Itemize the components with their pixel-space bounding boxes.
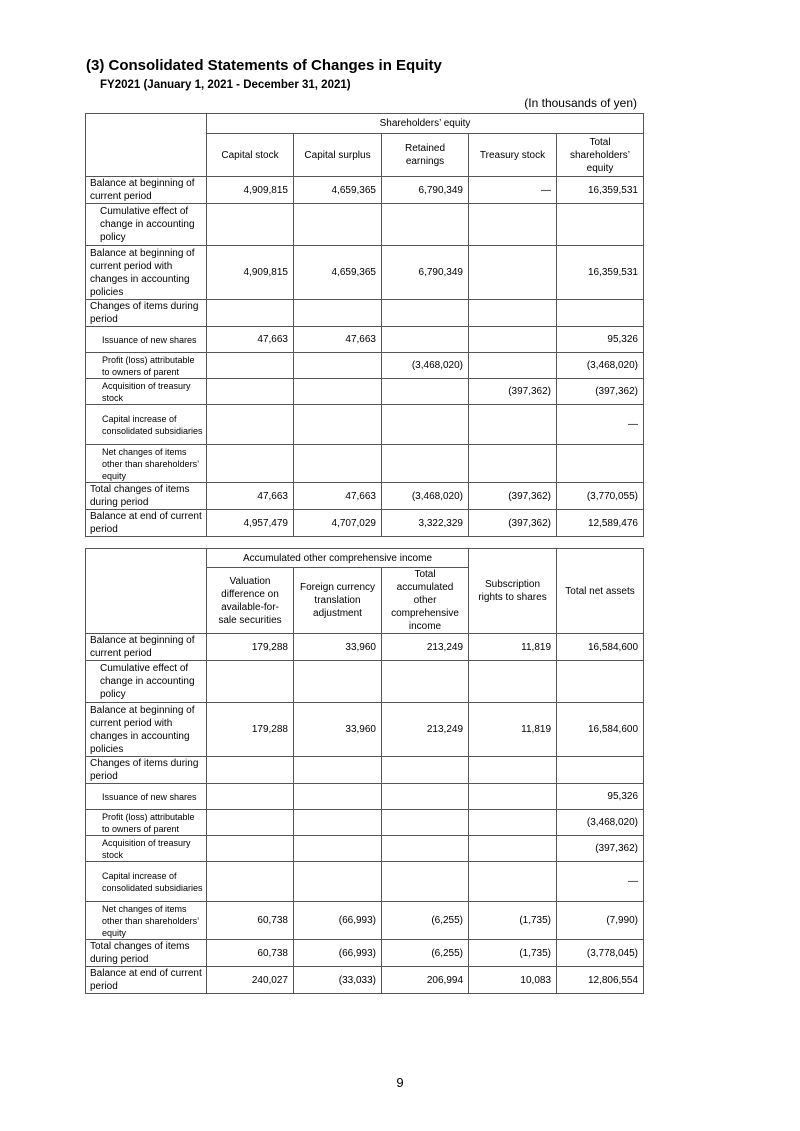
table-row [86, 862, 644, 902]
column-header: Subscription rights to shares [469, 549, 557, 634]
table-row [86, 246, 644, 300]
table-row [86, 379, 644, 405]
row-label: Acquisition of treasury stock [86, 836, 207, 862]
value-cell: (3,468,020) [382, 483, 469, 510]
group-header: Accumulated other comprehensive income [207, 549, 469, 568]
value-cell [469, 204, 557, 246]
value-cell: 213,249 [382, 634, 469, 661]
value-cell: 12,806,554 [557, 967, 644, 994]
value-cell [557, 445, 644, 483]
value-cell: 47,663 [207, 483, 294, 510]
value-cell [294, 300, 382, 327]
value-cell: 16,359,531 [557, 177, 644, 204]
value-cell [382, 757, 469, 784]
value-cell: 16,359,531 [557, 246, 644, 300]
units-note: (In thousands of yen) [524, 96, 637, 110]
column-header: Capital stock [207, 134, 294, 177]
value-cell [207, 405, 294, 445]
table-row [86, 810, 644, 836]
table-row [86, 300, 644, 327]
value-cell [469, 757, 557, 784]
value-cell [294, 810, 382, 836]
value-cell [382, 784, 469, 810]
value-cell: (3,468,020) [382, 353, 469, 379]
group-header: Shareholders’ equity [207, 114, 644, 134]
column-header: Capital surplus [294, 134, 382, 177]
value-cell: 95,326 [557, 784, 644, 810]
value-cell: 33,960 [294, 703, 382, 757]
row-label: Profit (loss) attributable to owners of parent [86, 810, 207, 836]
value-cell [207, 204, 294, 246]
value-cell: 240,027 [207, 967, 294, 994]
value-cell [207, 862, 294, 902]
value-cell [294, 405, 382, 445]
row-label: Balance at beginning of current period with changes in accounting policies [86, 703, 207, 757]
value-cell [469, 862, 557, 902]
value-cell: 4,909,815 [207, 177, 294, 204]
table-row [86, 757, 644, 784]
column-header: Retained earnings [382, 134, 469, 177]
value-cell [469, 836, 557, 862]
value-cell: 213,249 [382, 703, 469, 757]
value-cell: 11,819 [469, 634, 557, 661]
value-cell [469, 810, 557, 836]
row-label: Acquisition of treasury stock [86, 379, 207, 405]
shareholders-equity-table [85, 113, 644, 537]
value-cell [557, 300, 644, 327]
value-cell [382, 300, 469, 327]
table-row [86, 634, 644, 661]
value-cell [294, 353, 382, 379]
value-cell: 33,960 [294, 634, 382, 661]
value-cell [294, 836, 382, 862]
row-label: Balance at beginning of current period with changes in accounting policies [86, 246, 207, 300]
value-cell: (1,735) [469, 902, 557, 940]
value-cell [382, 204, 469, 246]
table-row [86, 483, 644, 510]
table-row [86, 327, 644, 353]
value-cell [469, 246, 557, 300]
column-header: Foreign currency translation adjustment [294, 568, 382, 634]
value-cell: 4,909,815 [207, 246, 294, 300]
value-cell [207, 445, 294, 483]
statement-title: (3) Consolidated Statements of Changes in Equity [86, 57, 442, 74]
value-cell: (397,362) [469, 483, 557, 510]
value-cell: 16,584,600 [557, 703, 644, 757]
value-cell [469, 784, 557, 810]
value-cell: 3,322,329 [382, 510, 469, 537]
value-cell: 12,589,476 [557, 510, 644, 537]
value-cell: 60,738 [207, 902, 294, 940]
row-label: Net changes of items other than shareholders’ equity [86, 902, 207, 940]
value-cell: 6,790,349 [382, 177, 469, 204]
value-cell [207, 379, 294, 405]
value-cell [382, 661, 469, 703]
value-cell [382, 862, 469, 902]
value-cell [469, 353, 557, 379]
value-cell: (33,033) [294, 967, 382, 994]
value-cell: 47,663 [294, 327, 382, 353]
value-cell [382, 379, 469, 405]
value-cell: 206,994 [382, 967, 469, 994]
value-cell: 4,659,365 [294, 246, 382, 300]
value-cell: — [557, 862, 644, 902]
table-row [86, 445, 644, 483]
value-cell: 10,083 [469, 967, 557, 994]
value-cell: 95,326 [557, 327, 644, 353]
value-cell [207, 757, 294, 784]
value-cell [382, 445, 469, 483]
row-label: Changes of items during period [86, 757, 207, 784]
value-cell: 6,790,349 [382, 246, 469, 300]
value-cell: (1,735) [469, 940, 557, 967]
value-cell: — [557, 405, 644, 445]
row-label: Issuance of new shares [86, 784, 207, 810]
row-label: Net changes of items other than shareholders’ equity [86, 445, 207, 483]
value-cell: (6,255) [382, 940, 469, 967]
value-cell [207, 661, 294, 703]
value-cell: 47,663 [207, 327, 294, 353]
value-cell: 4,957,479 [207, 510, 294, 537]
row-label: Balance at end of current period [86, 510, 207, 537]
value-cell [294, 661, 382, 703]
table-row [86, 902, 644, 940]
table-row [86, 940, 644, 967]
value-cell: 16,584,600 [557, 634, 644, 661]
column-header: Valuation difference on available-for-sale securities [207, 568, 294, 634]
value-cell: 11,819 [469, 703, 557, 757]
row-label: Capital increase of consolidated subsidiaries [86, 862, 207, 902]
value-cell [207, 300, 294, 327]
table-row [86, 661, 644, 703]
row-label: Cumulative effect of change in accounting policy [86, 661, 207, 703]
row-label: Balance at beginning of current period [86, 177, 207, 204]
value-cell [557, 757, 644, 784]
row-label: Changes of items during period [86, 300, 207, 327]
page-number: 9 [396, 1075, 404, 1090]
value-cell [469, 300, 557, 327]
value-cell [294, 379, 382, 405]
value-cell: (397,362) [557, 379, 644, 405]
value-cell [469, 327, 557, 353]
value-cell [294, 204, 382, 246]
value-cell: 179,288 [207, 703, 294, 757]
value-cell: (397,362) [469, 510, 557, 537]
value-cell [557, 204, 644, 246]
value-cell: (3,468,020) [557, 353, 644, 379]
table-row [86, 177, 644, 204]
value-cell: (6,255) [382, 902, 469, 940]
value-cell: 4,659,365 [294, 177, 382, 204]
other-comprehensive-income-table [85, 548, 644, 994]
fiscal-period: FY2021 (January 1, 2021 - December 31, 2021) [100, 79, 351, 91]
column-header: Total shareholders’ equity [557, 134, 644, 177]
value-cell [294, 784, 382, 810]
value-cell: (3,468,020) [557, 810, 644, 836]
value-cell [294, 445, 382, 483]
value-cell [294, 757, 382, 784]
value-cell [382, 405, 469, 445]
table-row [86, 967, 644, 994]
row-label: Issuance of new shares [86, 327, 207, 353]
table-row [86, 703, 644, 757]
table-row [86, 784, 644, 810]
row-label: Profit (loss) attributable to owners of parent [86, 353, 207, 379]
value-cell [382, 810, 469, 836]
row-label: Balance at beginning of current period [86, 634, 207, 661]
value-cell [294, 862, 382, 902]
row-label: Balance at end of current period [86, 967, 207, 994]
value-cell [382, 327, 469, 353]
column-header: Total net assets [557, 549, 644, 634]
row-label: Total changes of items during period [86, 940, 207, 967]
column-header: Treasury stock [469, 134, 557, 177]
value-cell [207, 810, 294, 836]
value-cell [207, 784, 294, 810]
value-cell: (397,362) [557, 836, 644, 862]
column-header: Total accumulated other comprehensive income [382, 568, 469, 634]
value-cell: (66,993) [294, 940, 382, 967]
table-row [86, 836, 644, 862]
table-row [86, 204, 644, 246]
value-cell: 4,707,029 [294, 510, 382, 537]
value-cell: (3,770,055) [557, 483, 644, 510]
row-label: Total changes of items during period [86, 483, 207, 510]
value-cell: (3,778,045) [557, 940, 644, 967]
value-cell: 179,288 [207, 634, 294, 661]
row-label: Capital increase of consolidated subsidiaries [86, 405, 207, 445]
value-cell: (397,362) [469, 379, 557, 405]
value-cell [207, 836, 294, 862]
row-label: Cumulative effect of change in accounting policy [86, 204, 207, 246]
value-cell: 47,663 [294, 483, 382, 510]
value-cell [469, 445, 557, 483]
corner-cell [86, 549, 207, 634]
table-row [86, 510, 644, 537]
value-cell [557, 661, 644, 703]
value-cell [382, 836, 469, 862]
value-cell: (66,993) [294, 902, 382, 940]
value-cell [469, 661, 557, 703]
table-row [86, 405, 644, 445]
value-cell [207, 353, 294, 379]
value-cell: — [469, 177, 557, 204]
corner-cell [86, 114, 207, 177]
table-row [86, 353, 644, 379]
value-cell [469, 405, 557, 445]
value-cell: (7,990) [557, 902, 644, 940]
value-cell: 60,738 [207, 940, 294, 967]
